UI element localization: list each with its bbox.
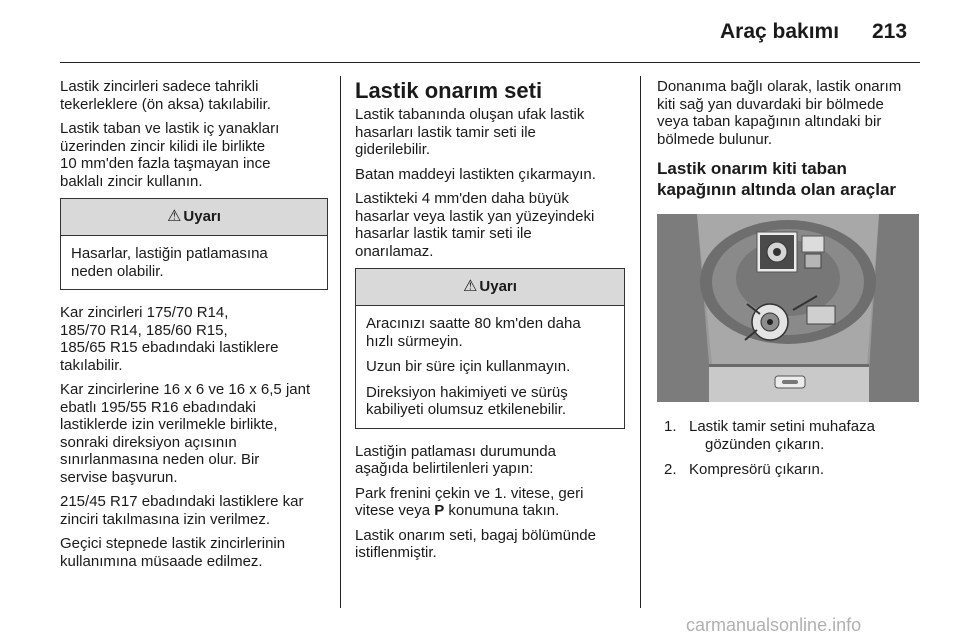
column-separator-1 (340, 76, 341, 608)
warning-triangle-icon: ⚠ (463, 278, 478, 296)
warning-body: Aracınızı saatte 80 km'den daha hızlı sürmeyin. Uzun bir süre için kullanmayın. Direksiyon hakimiyeti ve sürüş kabiliyeti olumsuz etkilenebilir. (366, 315, 581, 418)
paragraph: Batan maddeyi lastikten çıkarmayın. (355, 165, 596, 183)
watermark: carmanualsonline.info (686, 615, 862, 635)
section-heading: Lastik onarım seti (355, 78, 543, 103)
paragraph: Lastik onarım seti, bagaj bölümünde istiflenmiştir. (355, 526, 596, 561)
paragraph: Lastik zincirleri sadece tahrikli tekerleklere (ön aksa) takılabilir. (60, 78, 271, 113)
warning-title: Uyarı (479, 278, 517, 296)
paragraph: Lastik taban ve lastik iç yanakları üzerinden zincir kilidi ile birlikte 10 mm'den fazla taşmayan ince baklalı zincir kullanın. (60, 120, 280, 190)
warning-triangle-icon: ⚠ (167, 208, 182, 226)
column-3 (657, 78, 925, 487)
trunk-illustration (657, 214, 919, 402)
column-2 (355, 78, 625, 569)
paragraph: Lastikteki 4 mm'den daha büyük hasarlar veya lastik yan yüzeyindeki hasarlar lastik tamir seti ile onarılamaz. (355, 190, 595, 260)
list-item: 2. Kompresörü çıkarın. (664, 461, 825, 478)
paragraph: Park frenini çekin ve 1. vitese, geri vitese veya P konumuna takın. (355, 484, 584, 519)
column-separator-2 (640, 76, 641, 608)
list-item: 1. Lastik tamir setini muhafaza gözünden çıkarın. (664, 418, 875, 453)
subsection-heading: Lastik onarım kiti taban kapağının altında olan araçlar (657, 159, 897, 199)
header-rule (60, 62, 920, 63)
column-1 (60, 78, 328, 577)
step-list (657, 418, 925, 479)
header-title: Araç bakımı (720, 20, 840, 43)
paragraph: Kar zincirleri 175/70 R14, 185/70 R14, 185/60 R15, 185/65 R15 ebadındaki lastiklere takılabilir. (60, 304, 279, 374)
paragraph: Geçici stepnede lastik zincirlerinin kullanımına müsaade edilmez. (60, 535, 286, 570)
paragraph: Lastik tabanında oluşan ufak lastik hasarları lastik tamir seti ile giderilebilir. (355, 106, 585, 158)
warning-title: Uyarı (183, 208, 221, 226)
warning-header (61, 199, 327, 236)
warning-body: Hasarlar, lastiğin patlamasına neden olabilir. (71, 245, 268, 280)
warning-box (60, 198, 328, 290)
paragraph: Donanıma bağlı olarak, lastik onarım kiti sağ yan duvardaki bir bölmede veya taban kapağının altındaki bir bölmede bulunur. (657, 78, 902, 148)
gear-p-label: P (434, 502, 445, 519)
page-number: 213 (872, 20, 908, 43)
warning-header (356, 269, 624, 306)
paragraph: Lastiğin patlaması durumunda aşağıda belirtilenleri yapın: (355, 442, 556, 477)
warning-box (355, 268, 625, 429)
paragraph: Kar zincirlerine 16 x 6 ve 16 x 6,5 jant ebatlı 195/55 R16 ebadındaki lastiklerde izin verilmekle birlikte, sonraki direksiyon açısının sınırlanmasına neden olur. Bir servise başvurun. (60, 381, 311, 486)
paragraph: 215/45 R17 ebadındaki lastiklere kar zinciri takılmasına izin verilmez. (60, 493, 304, 528)
